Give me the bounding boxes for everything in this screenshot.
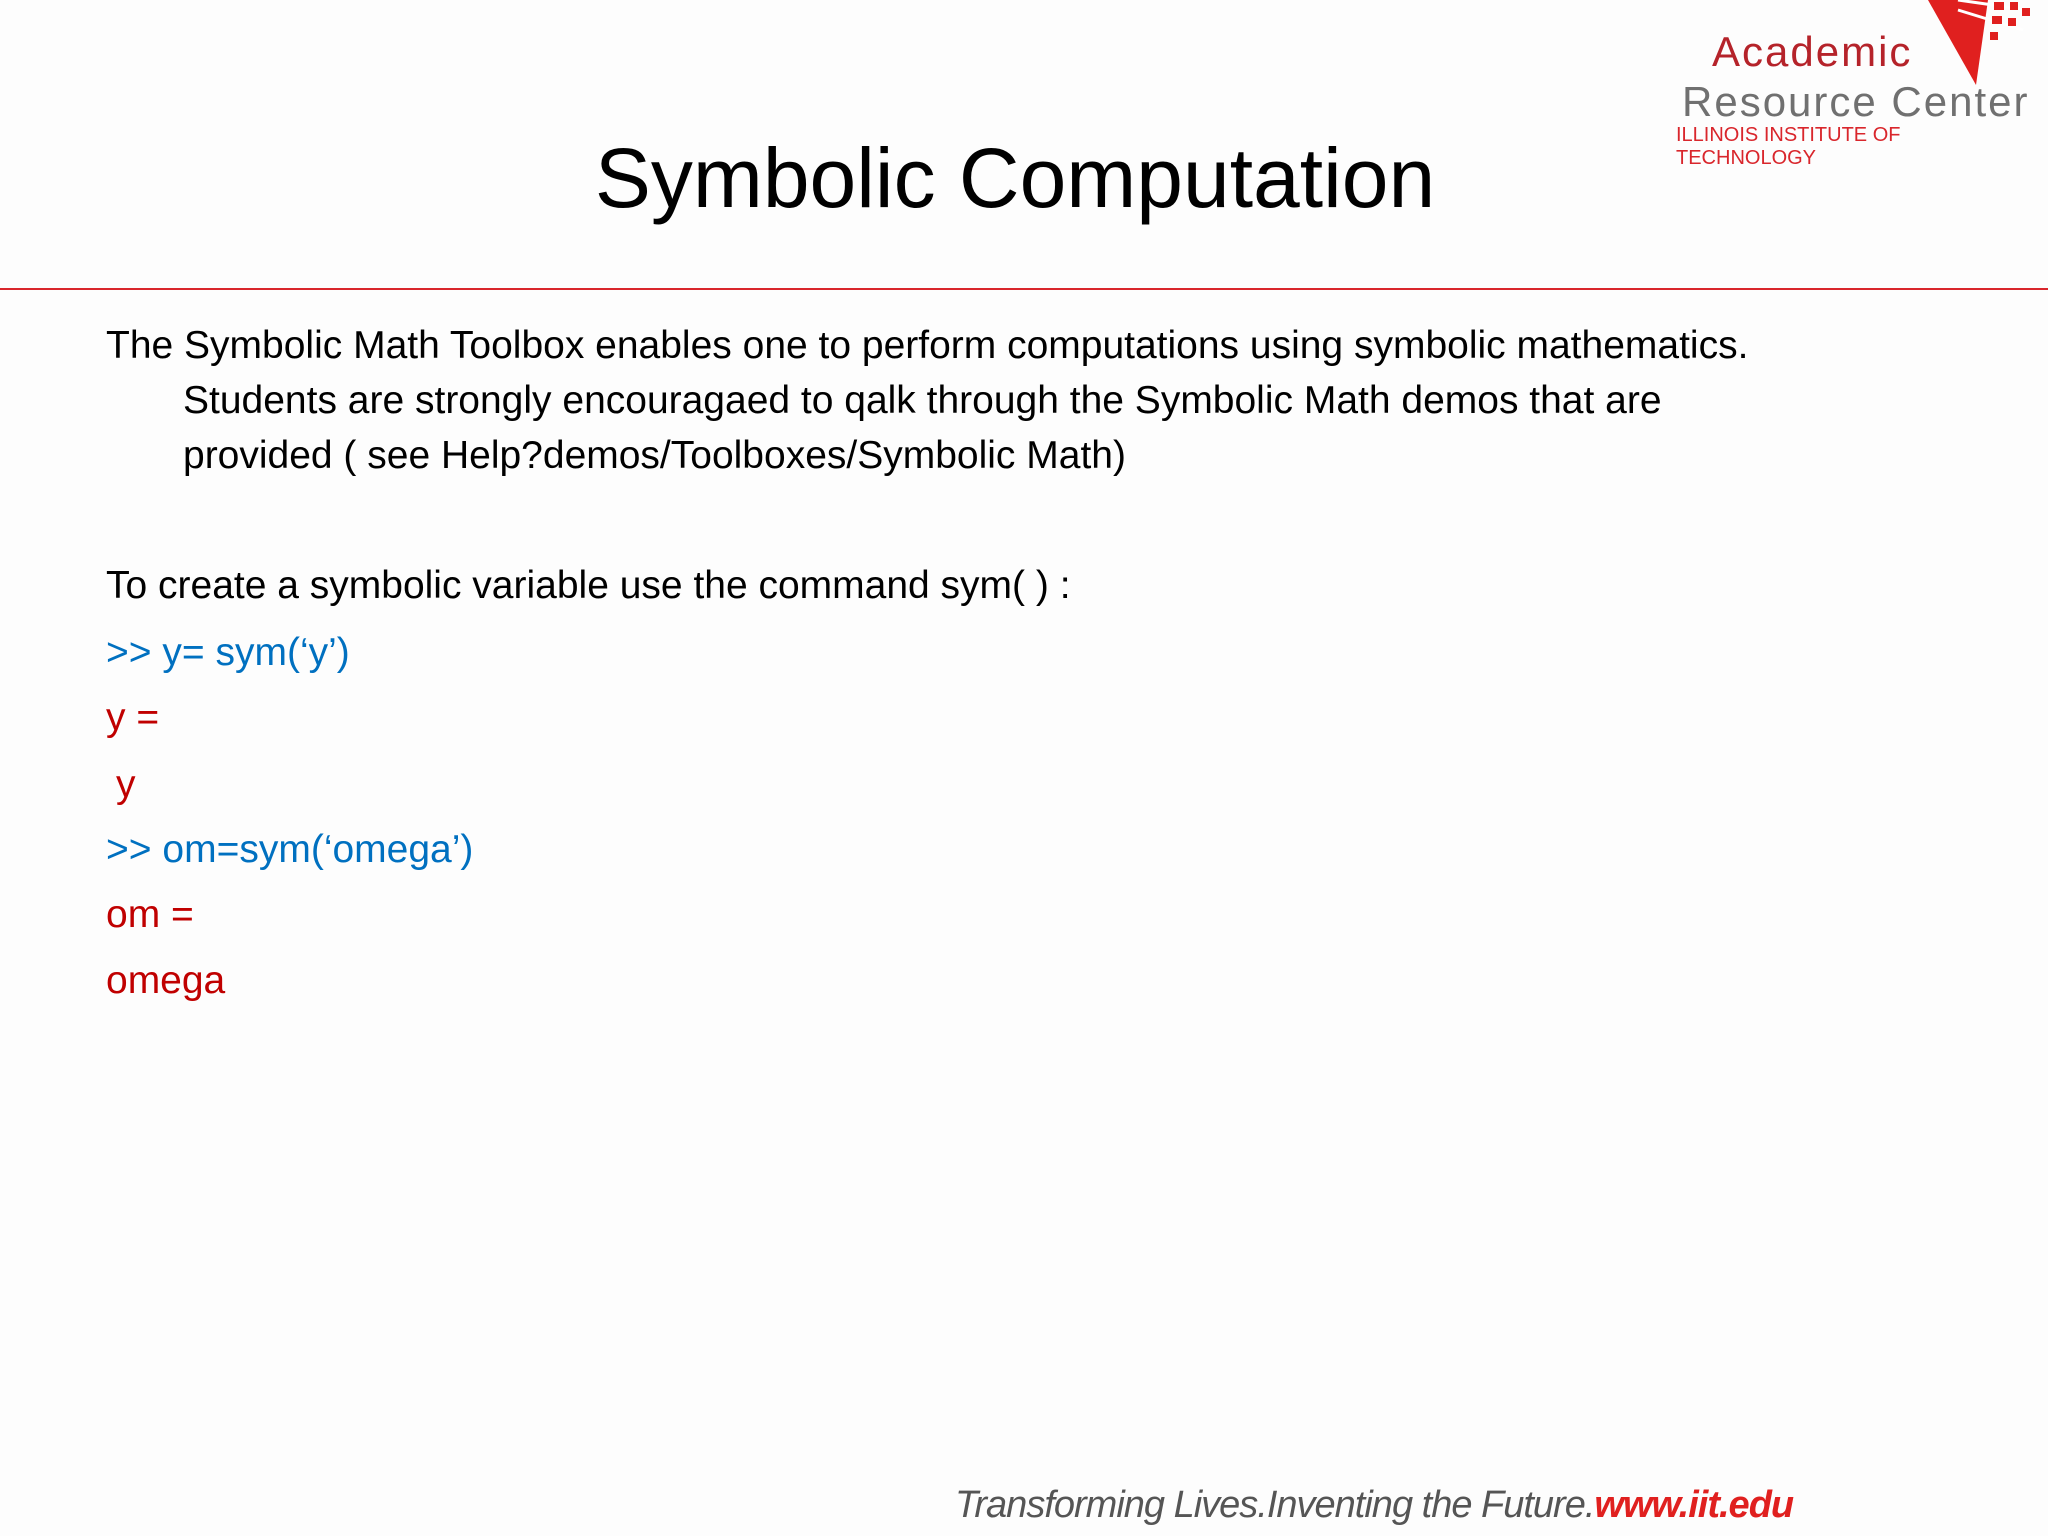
code-output: y = xyxy=(106,696,160,739)
sym-instruction: To create a symbolic variable use the command sym( ) : xyxy=(106,564,1071,607)
footer xyxy=(955,1484,1793,1527)
footer-tagline: Transforming Lives.Inventing the Future. xyxy=(955,1484,1595,1526)
code-output: y xyxy=(116,763,136,806)
intro-line-1: The Symbolic Math Toolbox enables one to perform computations using symbolic mathematics. xyxy=(106,324,1749,367)
logo-resource-center: Resource Center xyxy=(1682,78,2030,125)
logo-academic: Academic xyxy=(1712,28,1913,75)
code-command: >> y= sym(‘y’) xyxy=(106,631,350,674)
footer-url: www.iit.edu xyxy=(1594,1484,1794,1526)
logo-iit: ILLINOIS INSTITUTE OF TECHNOLOGY xyxy=(1676,124,1901,169)
slide-title: Symbolic Computation xyxy=(594,131,1436,225)
intro-line-3: provided ( see Help?demos/Toolboxes/Symbolic Math) xyxy=(183,434,1126,477)
code-command: >> om=sym(‘omega’) xyxy=(106,828,474,871)
code-output: omega xyxy=(106,959,226,1002)
intro-line-2: Students are strongly encouragaed to qalk through the Symbolic Math demos that are xyxy=(183,379,1662,422)
code-output: om = xyxy=(106,893,194,936)
title-divider xyxy=(0,288,2048,290)
logo-triangle-icon xyxy=(1928,0,2038,90)
